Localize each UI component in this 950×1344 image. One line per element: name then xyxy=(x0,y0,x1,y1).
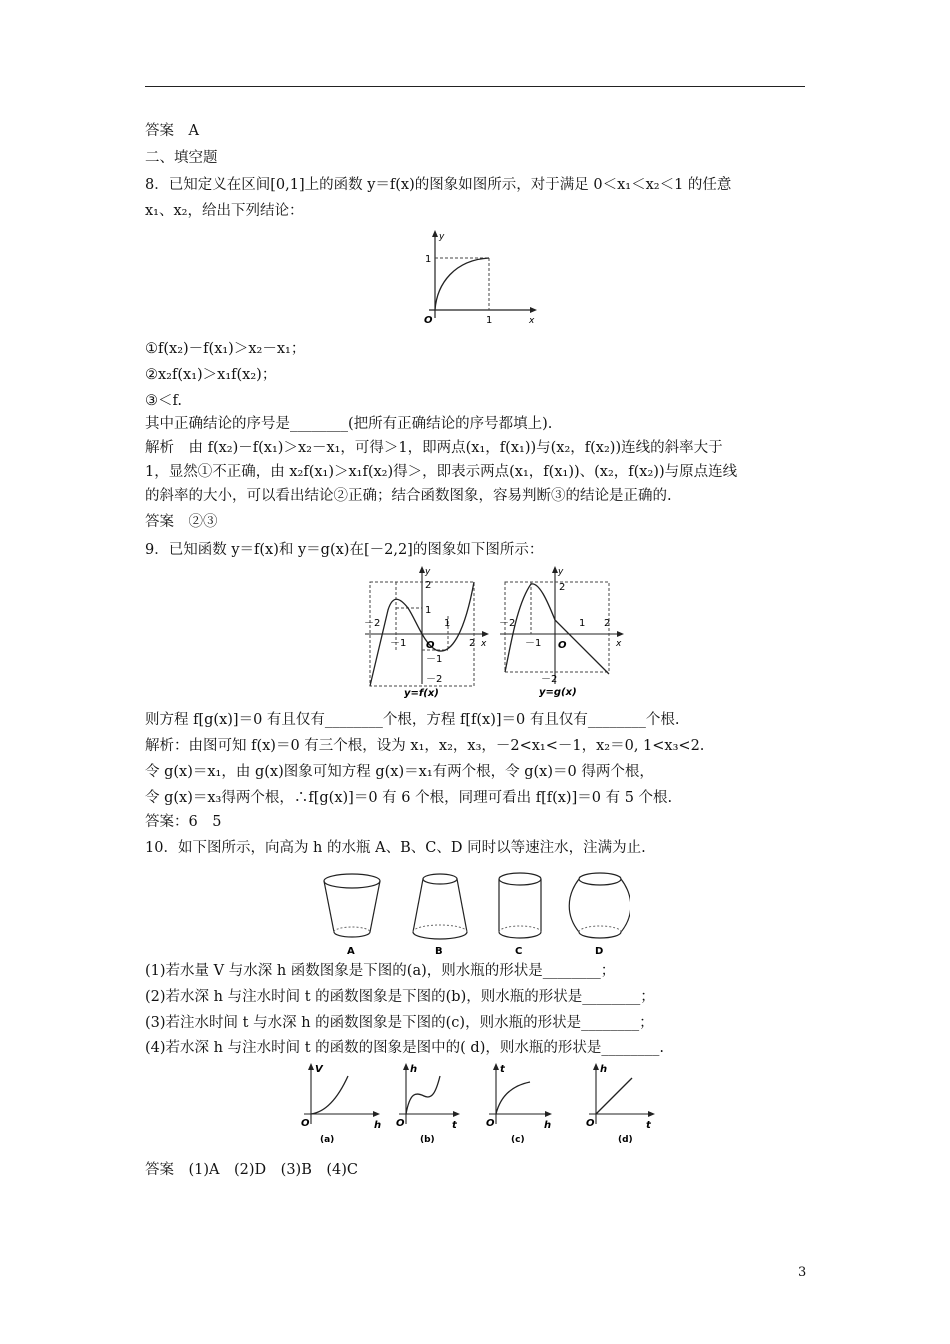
q8-solution-line2: 1，显然①不正确，由 x₂f(x₁)＞x₁f(x₂)得＞，即表示两点(x₁，f(x₁))、(x₂，f(x₂))与原点连线 xyxy=(145,464,738,480)
q9g-x-tick-2: 2 xyxy=(604,618,611,629)
q9f-origin: O xyxy=(426,640,435,651)
section-heading: 二、填空题 xyxy=(145,150,218,166)
q9f-y-tick-2: 2 xyxy=(425,580,432,591)
q9f-caption: y=f(x) xyxy=(404,688,439,699)
q10-part1: (1)若水量 V 与水深 h 函数图象是下图的(a)，则水瓶的形状是________； xyxy=(145,963,616,979)
graph-c-caption: (c) xyxy=(511,1135,525,1145)
q10-part2: (2)若水深 h 与注水时间 t 的函数图象是下图的(b)，则水瓶的形状是________； xyxy=(145,989,655,1005)
q9-graph-f xyxy=(360,564,495,699)
q9-answer: 答案：6 5 xyxy=(145,814,222,830)
page-number: 3 xyxy=(798,1265,807,1280)
q9-graph-g xyxy=(495,564,630,699)
q8-x-label: x xyxy=(529,316,535,326)
graph-a xyxy=(301,1063,381,1145)
q9g-x-tick-neg2: －2 xyxy=(499,618,516,629)
q10-answer: 答案 (1)A (2)D (3)B (4)C xyxy=(145,1162,359,1178)
graph-b-origin: O xyxy=(396,1118,405,1129)
graph-a-x: h xyxy=(374,1120,382,1131)
answer-q7: 答案 A xyxy=(145,123,199,139)
q8-option2: ②x₂f(x₁)＞x₁f(x₂)； xyxy=(145,367,277,383)
q9f-x-tick-1: 1 xyxy=(444,618,451,629)
q8-y-tick-1: 1 xyxy=(425,254,432,265)
q10-stem: 10．如下图所示，向高为 h 的水瓶 A、B、C、D 同时以等速注水，注满为止. xyxy=(145,840,646,856)
header-rule xyxy=(145,86,805,87)
q9g-x-tick-neg1: －1 xyxy=(525,638,542,649)
q9f-x-label: x xyxy=(481,639,487,649)
q9-solution-line3: 令 g(x)＝x₃得两个根，∴f[g(x)]＝0 有 6 个根，同理可看出 f[f(x)]＝0 有 5 个根. xyxy=(145,790,673,806)
bottle-label-b: B xyxy=(435,946,443,957)
q8-stem-line1: 8．已知定义在区间[0,1]上的函数 y＝f(x)的图象如图所示，对于满足 0＜x₁＜x₂＜1 的任意 xyxy=(145,177,732,193)
q9-solution-line1: 解析：由图可知 f(x)＝0 有三个根，设为 x₁，x₂，x₃，－2<x₁<－1，x₂＝0, 1<x₃<2. xyxy=(145,738,705,754)
graph-d-x: t xyxy=(646,1120,651,1131)
graph-b-caption: (b) xyxy=(420,1135,435,1145)
q8-option3: ③＜f. xyxy=(145,393,182,409)
q9g-caption: y=g(x) xyxy=(539,687,577,698)
q8-x-tick-1: 1 xyxy=(486,315,493,326)
q8-graph xyxy=(405,228,545,328)
q9f-y-label: y xyxy=(425,567,431,577)
q9-solution-line2: 令 g(x)＝x₁，由 g(x)图象可知方程 g(x)＝x₁有两个根，令 g(x)＝0 得两个根， xyxy=(145,764,654,780)
q8-stem-line2: x₁、x₂，给出下列结论： xyxy=(145,203,304,219)
graph-a-origin: O xyxy=(301,1118,310,1129)
q10-part3: (3)若注水时间 t 与水深 h 的函数图象是下图的(c)，则水瓶的形状是________； xyxy=(145,1015,654,1031)
q9f-x-tick-neg1: －1 xyxy=(390,638,407,649)
graph-c-x: h xyxy=(544,1120,552,1131)
q9f-y-tick-1: 1 xyxy=(425,605,432,616)
q8-answer: 答案 ②③ xyxy=(145,514,218,530)
q9f-x-tick-neg2: －2 xyxy=(364,618,381,629)
graph-a-y: V xyxy=(315,1064,323,1075)
q8-origin: O xyxy=(424,315,433,326)
q9g-y-tick-2: 2 xyxy=(559,582,566,593)
q8-option1: ①f(x₂)－f(x₁)＞x₂－x₁； xyxy=(145,341,306,357)
q9-stem: 9．已知函数 y＝f(x)和 y＝g(x)在[－2,2]的图象如下图所示： xyxy=(145,542,544,558)
graph-d-caption: (d) xyxy=(618,1135,633,1145)
q9g-origin: O xyxy=(558,640,567,651)
q8-question: 其中正确结论的序号是________(把所有正确结论的序号都填上). xyxy=(145,416,553,432)
graph-d-y: h xyxy=(600,1064,608,1075)
q10-graphs xyxy=(296,1062,666,1152)
bottle-label-a: A xyxy=(347,946,355,957)
graph-c xyxy=(486,1063,552,1145)
graph-a-caption: (a) xyxy=(320,1135,335,1145)
q10-part4: (4)若水深 h 与注水时间 t 的函数的图象是图中的( d)，则水瓶的形状是________. xyxy=(145,1040,664,1056)
bottle-label-d: D xyxy=(595,946,604,957)
q8-y-label: y xyxy=(439,232,445,242)
q9g-y-tick-neg2: －2 xyxy=(541,674,558,685)
q9-question: 则方程 f[g(x)]＝0 有且仅有________个根，方程 f[f(x)]＝0 有且仅有________个根. xyxy=(145,712,680,728)
graph-b xyxy=(396,1063,460,1145)
q9g-x-label: x xyxy=(616,639,622,649)
graph-b-x: t xyxy=(452,1120,457,1131)
graph-c-origin: O xyxy=(486,1118,495,1129)
q8-solution-line1: 解析 由 f(x₂)－f(x₁)＞x₂－x₁，可得＞1，即两点(x₁，f(x₁))与(x₂，f(x₂))连线的斜率大于 xyxy=(145,440,723,456)
q8-solution-line3: 的斜率的大小，可以看出结论②正确；结合函数图象，容易判断③的结论是正确的. xyxy=(145,488,672,504)
q9f-x-tick-2: 2 xyxy=(469,638,476,649)
bottle-label-c: C xyxy=(515,946,523,957)
graph-c-y: t xyxy=(500,1064,505,1075)
graph-d-origin: O xyxy=(586,1118,595,1129)
q10-bottles xyxy=(310,866,630,958)
q9g-x-tick-1: 1 xyxy=(579,618,586,629)
q9f-y-tick-neg2: －2 xyxy=(426,674,443,685)
graph-b-y: h xyxy=(410,1064,418,1075)
graph-d xyxy=(586,1063,655,1145)
q9g-y-label: y xyxy=(558,567,564,577)
q9f-y-tick-neg1: －1 xyxy=(426,654,443,665)
